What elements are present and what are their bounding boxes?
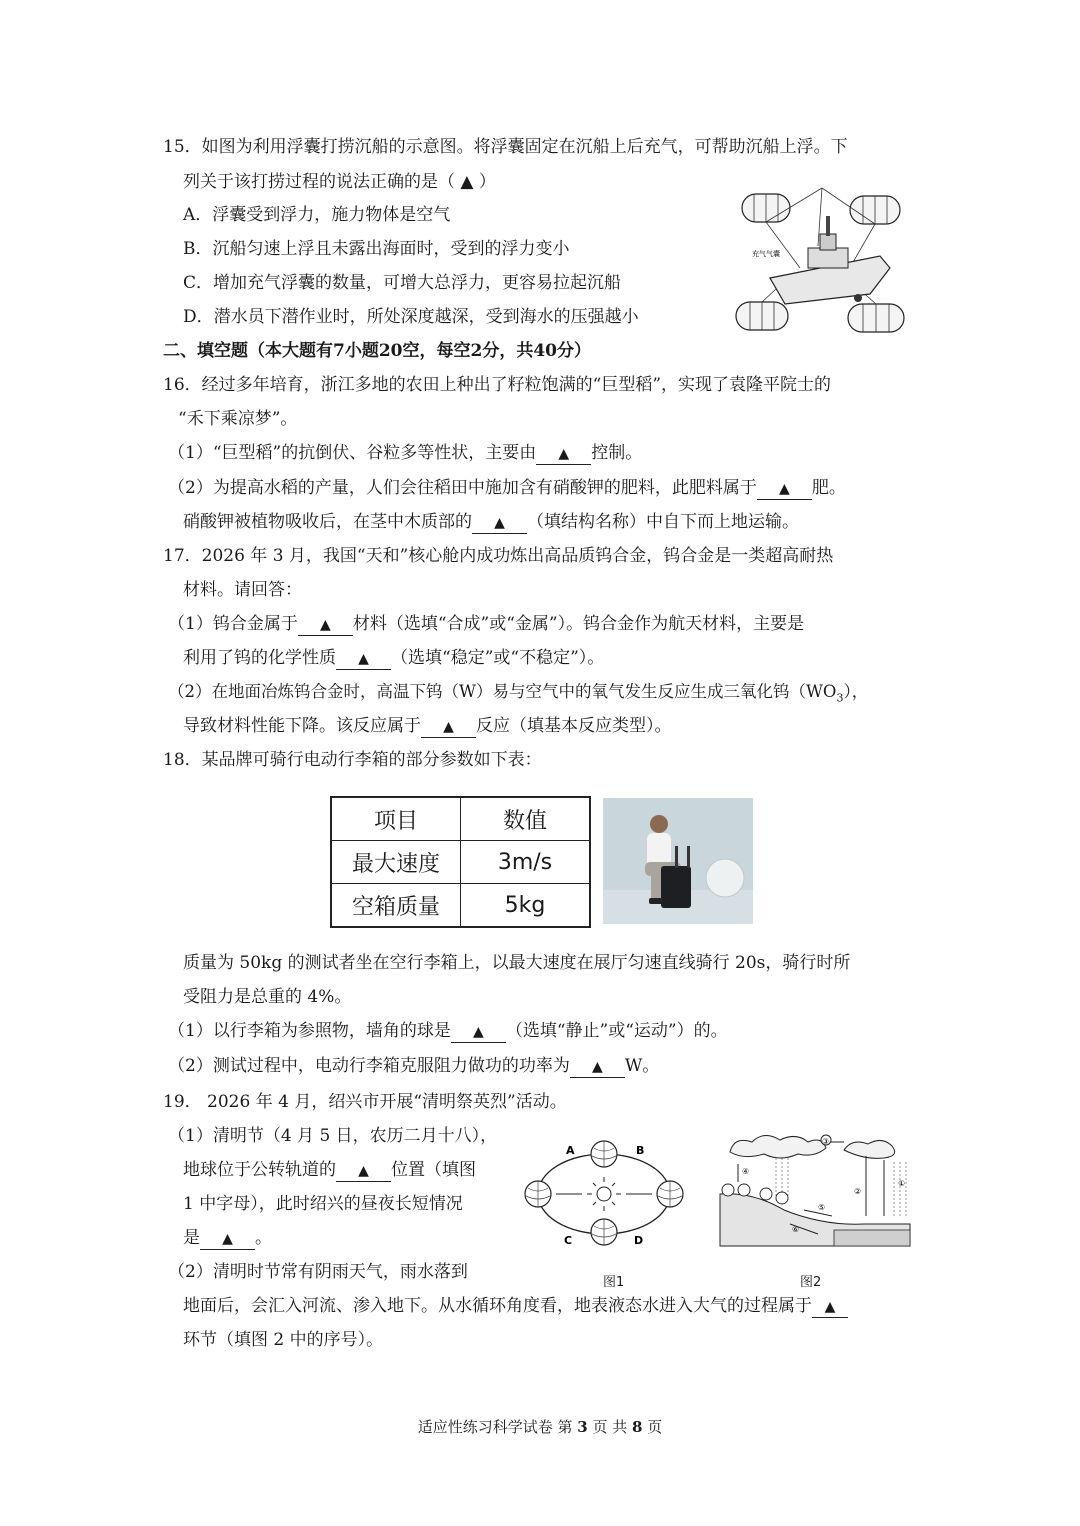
q19-part2-line2: 地面后，会汇入河流、渗入地下。从水循环角度看，地表液态水进入大气的过程属于 ▲ (183, 1294, 848, 1318)
label-1: ① (898, 1179, 906, 1188)
table-cell: 最大速度 (331, 841, 461, 884)
page-footer: 适应性练习科学试卷 第 3 页 共 8 页 (417, 1418, 663, 1436)
q19-stem: 19． 2026 年 4 月，绍兴市开展“清明祭英烈”活动。 (163, 1092, 567, 1112)
q19-part1-line3: 1 中字母），此时绍兴的昼夜长短情况 (183, 1194, 463, 1214)
q16-stem-line1: 16．经过多年培育，浙江多地的农田上种出了籽粒饱满的“巨型稻”，实现了袁隆平院士的 (163, 375, 832, 395)
q17-part2: （2）在地面冶炼钨合金时，高温下钨（W）易与空气中的氧气发生反应生成三氧化钨$(WO_3)$， (168, 682, 869, 705)
q17-part1: （1）钨合金属于 ▲ 材料（选填“合成”或“金属”）。钨合金作为航天材料，主要是 (168, 614, 805, 634)
answer-blank[interactable]: ▲ (451, 1022, 506, 1043)
q19-part1-line4: 是 ▲ 。 (183, 1228, 272, 1248)
q19-part2-line3: 环节（填图 2 中的序号）。 (183, 1330, 384, 1350)
q16-part2-cont: 硝酸钾被植物吸收后，在茎中木质部的 ▲ （填结构名称）中自下而上地运输。 (183, 512, 799, 532)
answer-blank[interactable]: ▲ (812, 1297, 848, 1318)
label-4: ④ (742, 1167, 750, 1176)
q19-part1-line1: （1）清明节（4 月 5 日，农历二月十八）， (168, 1126, 498, 1146)
table-cell: 空箱质量 (331, 884, 461, 928)
q15-option-c: C．增加充气浮囊的数量，可增大总浮力，更容易拉起沉船 (183, 273, 622, 293)
answer-blank[interactable]: ▲ (472, 513, 527, 534)
q16-part1: （1）“巨型稻”的抗倒伏、谷粒多等性状，主要由 ▲ 控制。 (168, 443, 643, 463)
q19-part2-line1: （2）清明时节常有阴雨天气，雨水落到 (168, 1262, 468, 1282)
orbit-label-a: A (566, 1144, 575, 1157)
answer-blank[interactable]: ▲ (200, 1229, 255, 1250)
q16-part2: （2）为提高水稻的产量，人们会往稻田中施加含有硝酸钾的肥料，此肥料属于 ▲ 肥。 (168, 478, 846, 498)
q15-stem-line1: 15．如图为利用浮囊打捞沉船的示意图。将浮囊固定在沉船上后充气，可帮助沉船上浮。下 (163, 137, 848, 157)
airbag-label: 充气气囊 (752, 250, 780, 258)
label-6: ⑥ (792, 1225, 800, 1234)
label-2: ② (854, 1187, 862, 1196)
q18-text-line1: 质量为 50kg 的测试者坐在空行李箱上，以最大速度在展厅匀速直线骑行 20s，骑行时所 (183, 953, 851, 973)
q15-option-a: A．浮囊受到浮力，施力物体是空气 (183, 205, 451, 225)
table-row (331, 841, 590, 884)
orbit-label-b: B (636, 1144, 645, 1157)
q18-stem: 18．某品牌可骑行电动行李箱的部分参数如下表： (163, 750, 542, 770)
answer-blank[interactable]: ▲ (298, 615, 353, 636)
table-cell: 5kg (461, 884, 591, 928)
section-heading: 二、填空题（本大题有7小题20空，每空2分，共40分） (163, 341, 591, 361)
answer-blank[interactable]: ▲ (757, 479, 812, 500)
suitcase-rider-photo (603, 798, 753, 924)
q18-part2: （2）测试过程中，电动行李箱克服阻力做功的功率为 ▲ W。 (168, 1056, 660, 1076)
orbit-figure (522, 1132, 702, 1254)
q15-stem-line2: 列关于该打捞过程的说法正确的是（ ▲ ） (183, 172, 496, 192)
q18-part1: （1）以行李箱为参照物，墙角的球是 ▲ （选填“静止”或“运动”）的。 (168, 1021, 728, 1041)
salvage-ship-figure (730, 186, 915, 346)
table-cell: 3m/s (461, 841, 591, 884)
answer-blank[interactable]: ▲ (336, 1161, 391, 1182)
q18-text-line2: 受阻力是总重的 4%。 (183, 987, 352, 1007)
table-header-cell: 项目 (331, 797, 461, 841)
q15-option-d: D．潜水员下潜作业时，所处深度越深，受到海水的压强越小 (183, 307, 639, 327)
q16-stem-line2: “禾下乘凉梦”。 (178, 409, 298, 429)
label-5: ⑤ (818, 1203, 826, 1212)
figure1-caption: 图1 (603, 1275, 625, 1290)
orbit-label-c: C (564, 1234, 573, 1247)
water-cycle-figure (714, 1130, 916, 1248)
table-header-row (331, 797, 590, 841)
answer-blank[interactable]: ▲ (536, 444, 591, 465)
answer-blank[interactable]: ▲ (421, 717, 476, 738)
figure2-caption: 图2 (800, 1275, 822, 1290)
answer-blank[interactable]: ▲ (570, 1057, 625, 1078)
label-3: ③ (822, 1137, 830, 1146)
answer-blank[interactable]: ▲ (336, 649, 391, 670)
q19-part1-line2: 地球位于公转轨道的 ▲ 位置（填图 (183, 1160, 476, 1180)
q15-option-b: B．沉船匀速上浮且未露出海面时，受到的浮力变小 (183, 239, 570, 259)
table-row (331, 884, 590, 928)
q17-part1-cont: 利用了钨的化学性质 ▲ （选填“稳定”或“不稳定”）。 (183, 648, 605, 668)
orbit-label-d: D (634, 1234, 644, 1247)
q17-part2-cont: 导致材料性能下降。该反应属于 ▲ 反应（填基本反应类型）。 (183, 716, 672, 736)
q17-stem-line1: 17．2026 年 3 月，我国“天和”核心舱内成功炼出高品质钨合金，钨合金是一类超高耐热 (163, 546, 834, 566)
table-header-cell: 数值 (461, 797, 591, 841)
parameter-table (330, 796, 591, 928)
q17-stem-line2: 材料。请回答： (183, 580, 302, 600)
